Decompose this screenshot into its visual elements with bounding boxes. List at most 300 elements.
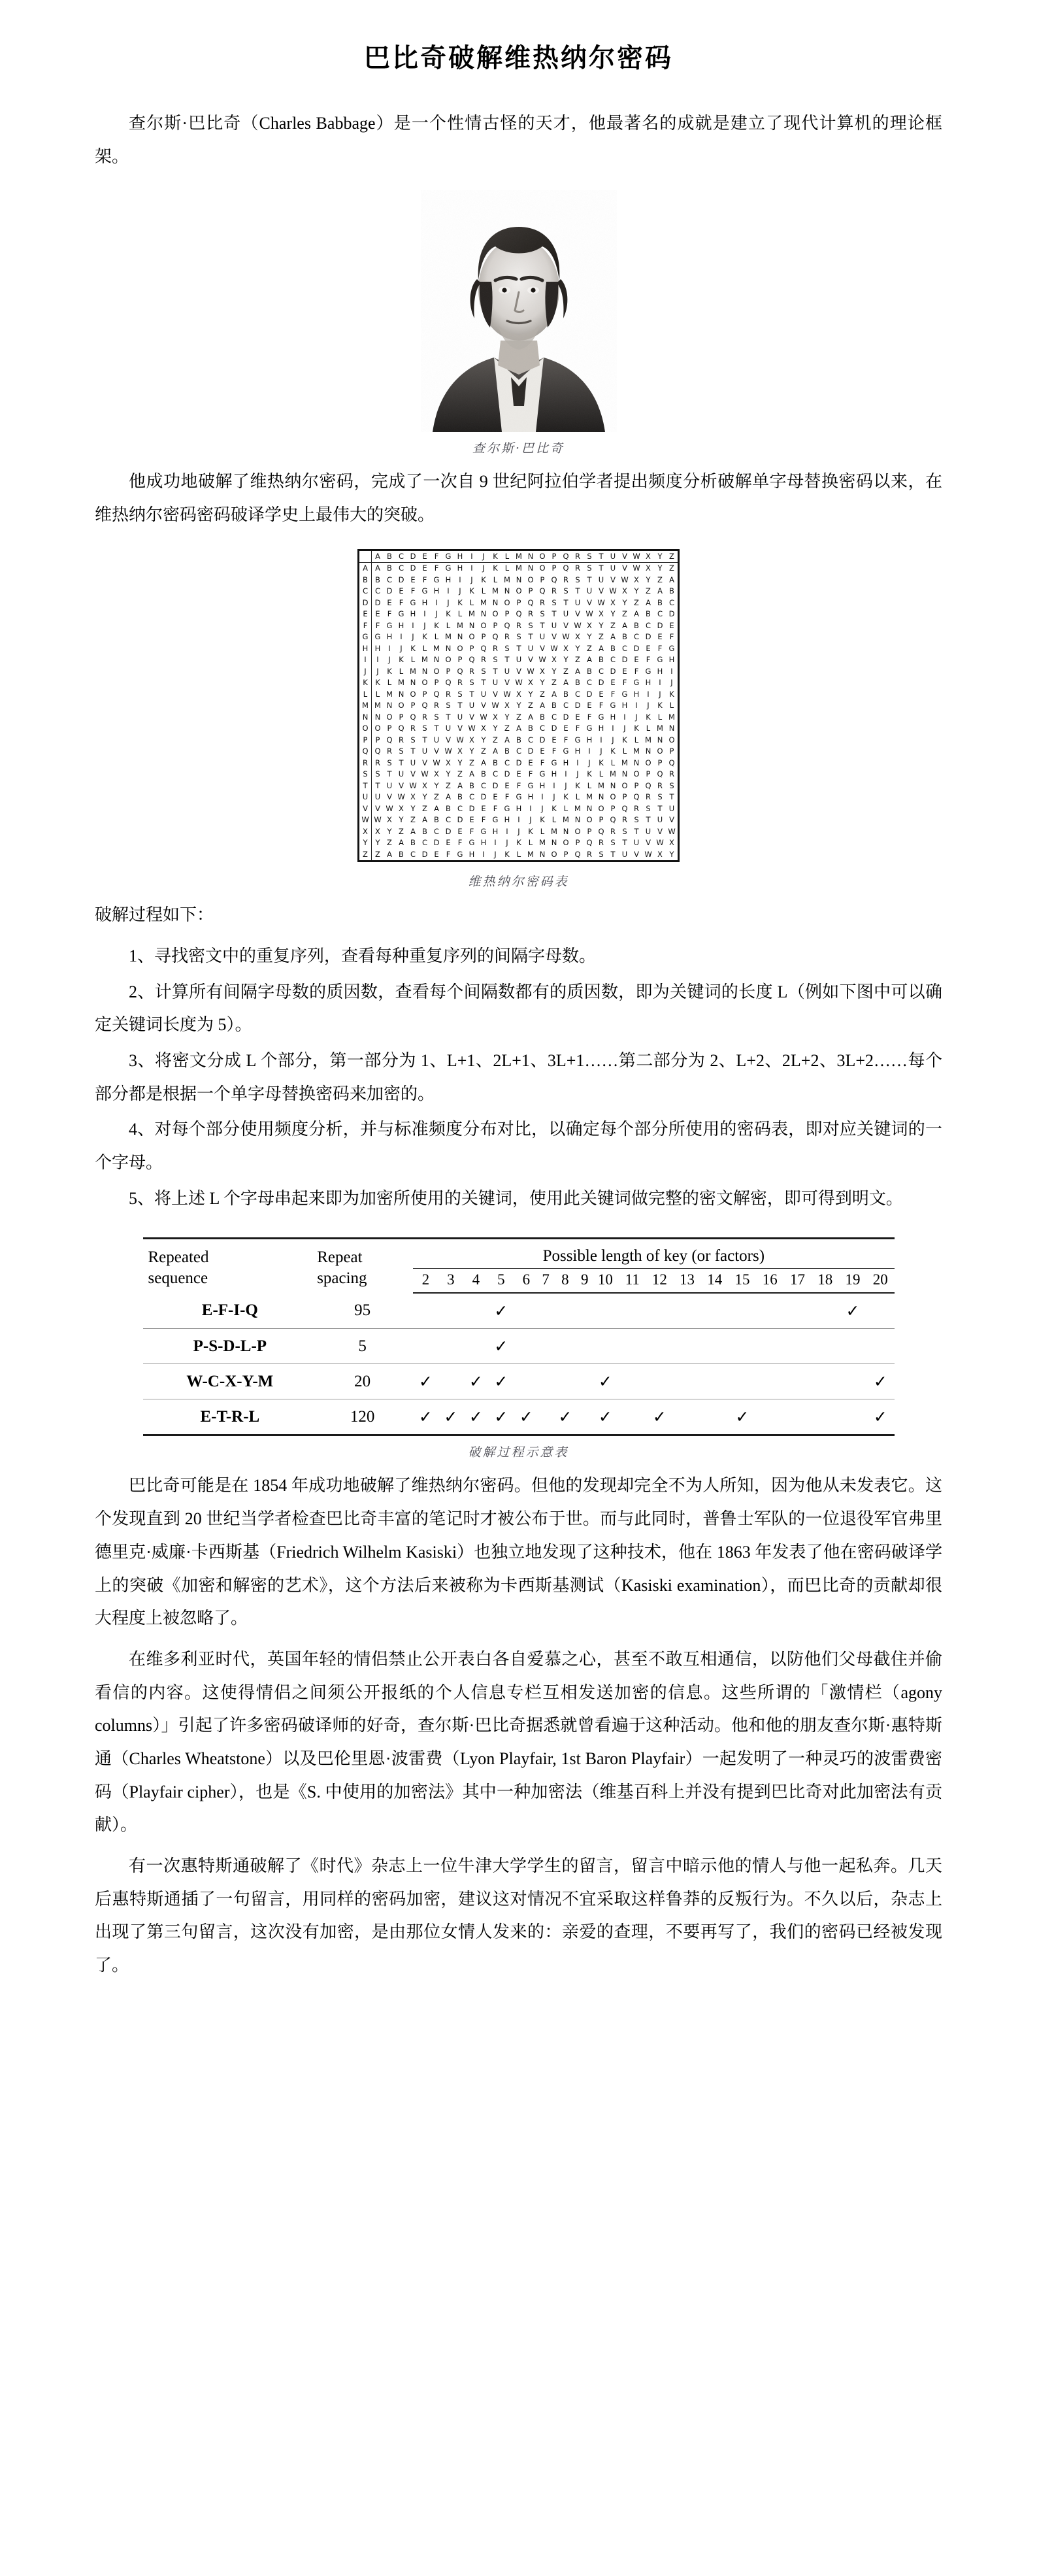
vigenere-row-header: D [359, 597, 372, 609]
kasiski-cell-check: ✓ [729, 1399, 756, 1435]
vigenere-cell: P [551, 563, 557, 573]
vigenere-cell: O [668, 735, 675, 744]
vigenere-cell: U [374, 792, 381, 802]
vigenere-cell: Y [587, 632, 592, 642]
portrait-caption: 查尔斯·巴比奇 [472, 441, 565, 456]
vigenere-cell: I [435, 597, 438, 607]
vigenere-cell: G [563, 746, 569, 756]
vigenere-cell: V [387, 792, 392, 802]
vigenere-cell: K [387, 666, 392, 676]
vigenere-cell: H [421, 597, 428, 607]
vigenere-cell: T [599, 563, 604, 573]
vigenere-cell: S [528, 620, 533, 630]
vigenere-cell: R [504, 632, 510, 642]
vigenere-row [359, 563, 678, 575]
vigenere-cell: O [574, 826, 581, 836]
kasiski-factor-header: 2 [413, 1269, 438, 1294]
vigenere-cell: W [456, 735, 464, 744]
vigenere-cell: D [374, 597, 381, 607]
vigenere-cell: J [376, 666, 379, 676]
kasiski-factor-header: 16 [756, 1269, 783, 1294]
vigenere-cell: O [386, 712, 393, 722]
vigenere-row [359, 712, 678, 724]
vigenere-row-header: X [359, 826, 372, 838]
vigenere-cell: F [399, 597, 404, 607]
vigenere-cell: Y [599, 620, 604, 630]
vigenere-cell: H [492, 826, 499, 836]
vigenere-cell: S [422, 724, 427, 733]
vigenere-col-header: B [384, 551, 395, 563]
vigenere-cell: L [375, 689, 380, 699]
vigenere-cell: C [386, 575, 393, 584]
vigenere-cell: X [563, 643, 568, 653]
vigenere-cell: N [445, 643, 452, 653]
vigenere-col-header: T [595, 551, 607, 563]
vigenere-row [359, 620, 678, 632]
vigenere-cell: A [410, 826, 416, 836]
vigenere-cell: P [493, 620, 498, 630]
vigenere-cell: A [375, 563, 380, 573]
vigenere-cell: E [422, 563, 427, 573]
vigenere-cell: D [516, 758, 522, 767]
vigenere-cell: C [563, 701, 569, 711]
vigenere-cell: I [506, 826, 508, 836]
vigenere-cell: K [375, 678, 380, 688]
vigenere-cell: L [493, 575, 498, 584]
vigenere-cell: K [434, 620, 439, 630]
vigenere-cell: M [563, 815, 569, 825]
vigenere-row-header: U [359, 792, 372, 803]
vigenere-cell: S [434, 712, 439, 722]
vigenere-cell: R [587, 849, 592, 859]
vigenere-cell: S [446, 701, 451, 711]
vigenere-cell: T [399, 758, 404, 767]
vigenere-cell: V [516, 666, 521, 676]
kasiski-factor-header: 8 [553, 1269, 578, 1294]
vigenere-cell: W [538, 655, 546, 665]
vigenere-cell: D [598, 678, 604, 688]
vigenere-cell: S [516, 632, 521, 642]
vigenere-cell: U [398, 769, 404, 779]
vigenere-cell: G [586, 724, 593, 733]
kasiski-cell-check [553, 1293, 578, 1329]
vigenere-cell: Y [422, 792, 427, 802]
vigenere-row-header: B [359, 575, 372, 586]
kasiski-factor-header: 6 [514, 1269, 538, 1294]
vigenere-cell: U [668, 803, 675, 813]
vigenere-cell: E [410, 575, 416, 584]
vigenere-cell: E [434, 849, 439, 859]
vigenere-cell: K [399, 655, 404, 665]
vigenere-cell: V [493, 689, 498, 699]
kasiski-cell-spacing: 95 [312, 1293, 413, 1329]
vigenere-cell: T [575, 586, 580, 596]
vigenere-cell: O [645, 758, 651, 767]
vigenere-cell: I [518, 815, 520, 825]
vigenere-cell: P [622, 792, 627, 802]
vigenere-col-header: D [407, 551, 419, 563]
vigenere-cell: T [375, 780, 380, 790]
vigenere-row-header: P [359, 735, 372, 746]
vigenere-cell: M [586, 792, 593, 802]
vigenere-cell: E [457, 826, 463, 836]
vigenere-cell: H [433, 586, 440, 596]
kasiski-header-spacing: Repeat spacing [317, 1248, 367, 1287]
vigenere-cell: N [563, 826, 569, 836]
vigenere-cell: D [668, 609, 675, 619]
vigenere-row-header: K [359, 677, 372, 689]
kasiski-cell-check [619, 1399, 646, 1435]
vigenere-row-header: S [359, 769, 372, 780]
vigenere-cell: N [551, 838, 557, 848]
vigenere-cell: E [504, 780, 510, 790]
vigenere-cell: Q [386, 735, 393, 744]
vigenere-cell: D [586, 689, 593, 699]
vigenere-cell: Z [540, 689, 545, 699]
vigenere-cell: N [398, 689, 404, 699]
vigenere-cell: M [598, 780, 604, 790]
kasiski-cell-check [783, 1364, 811, 1399]
vigenere-cell: A [387, 849, 392, 859]
vigenere-cell: B [669, 586, 674, 596]
kasiski-cell-sequence: P-S-D-L-P [143, 1329, 312, 1364]
vigenere-row [359, 837, 678, 849]
vigenere-cell: Z [422, 803, 427, 813]
vigenere-cell: N [645, 746, 651, 756]
vigenere-cell: E [540, 746, 545, 756]
vigenere-cell: G [445, 563, 452, 573]
kasiski-header-sequence: Repeated sequence [148, 1248, 209, 1287]
kasiski-cell-check [463, 1329, 488, 1364]
vigenere-cell: Y [410, 803, 416, 813]
vigenere-cell: L [669, 701, 674, 711]
vigenere-col-header: O [536, 551, 548, 563]
table-row [143, 1293, 895, 1329]
vigenere-cell: Z [551, 678, 557, 688]
vigenere-cell: U [480, 689, 487, 699]
vigenere-cell: R [493, 643, 498, 653]
kasiski-cell-check [646, 1329, 673, 1364]
vigenere-cell: K [469, 586, 474, 596]
vigenere-cell: M [657, 724, 663, 733]
vigenere-cell: K [481, 575, 486, 584]
vigenere-cell: O [621, 780, 628, 790]
kasiski-cell-spacing: 5 [312, 1329, 413, 1364]
vigenere-cell: L [634, 735, 639, 744]
vigenere-cell: H [657, 666, 663, 676]
vigenere-cell: I [482, 849, 485, 859]
kasiski-factor-header: 12 [646, 1269, 673, 1294]
vigenere-cell: R [446, 689, 451, 699]
vigenere-cell: W [503, 689, 511, 699]
kasiski-header-row-1 [143, 1239, 895, 1269]
vigenere-cell: G [645, 666, 651, 676]
vigenere-cell: Z [375, 849, 380, 859]
vigenere-cell: N [574, 815, 581, 825]
vigenere-cell: H [445, 575, 452, 584]
vigenere-cell: X [587, 620, 592, 630]
vigenere-cell: I [553, 780, 555, 790]
vigenere-cell: C [527, 735, 534, 744]
step-2: 2、计算所有间隔字母数的质因数，查看每个间隔数都有的质因数，即为关键词的长度 L（例如下图中可以确定关键词长度为 5）。 [95, 982, 942, 1035]
vigenere-cell: V [434, 746, 439, 756]
vigenere-cell: V [504, 678, 510, 688]
vigenere-cell: M [633, 746, 640, 756]
vigenere-col-header: M [513, 551, 525, 563]
vigenere-cell: O [598, 803, 604, 813]
vigenere-cell: O [374, 724, 381, 733]
vigenere-cell: L [575, 792, 580, 802]
vigenere-cell: Q [668, 758, 675, 767]
vigenere-col-header: C [395, 551, 407, 563]
kasiski-cell-check [673, 1364, 700, 1399]
vigenere-cell: R [469, 666, 474, 676]
vigenere-cell: O [633, 769, 640, 779]
kasiski-cell-check [539, 1329, 553, 1364]
kasiski-cell-check: ✓ [591, 1364, 619, 1399]
vigenere-cell: X [657, 849, 663, 859]
kasiski-cell-check [619, 1293, 646, 1329]
vigenere-cell: U [610, 563, 616, 573]
vigenere-cell: A [434, 803, 439, 813]
vigenere-cell: V [528, 655, 533, 665]
vigenere-row-header: Y [359, 837, 372, 849]
vigenere-cell: N [374, 712, 381, 722]
vigenere-cell: N [586, 803, 593, 813]
vigenere-cell: N [668, 724, 675, 733]
vigenere-cell: I [600, 735, 602, 744]
paragraph-times-story: 有一次惠特斯通破解了《时代》杂志上一位牛津大学学生的留言，留言中暗示他的情人与他一起私奔。几天后惠特斯通插了一句留言，用同样的密码加密，建议这对情况不宜采取这样鲁莽的反叛行为。不久以后，杂志上出现了第三句留言，这次没有加密，是由那位女情人发来的：亲爱的查理，不要再写了，我们的密码已经被发现了。 [95, 1856, 942, 1975]
kasiski-cell-check [783, 1293, 811, 1329]
vigenere-cell: O [551, 849, 557, 859]
vigenere-cell: F [387, 609, 392, 619]
kasiski-factor-header: 15 [729, 1269, 756, 1294]
vigenere-cell: K [540, 815, 545, 825]
vigenere-cell: B [610, 643, 616, 653]
vigenere-cell: C [610, 655, 616, 665]
vigenere-cell: L [399, 666, 404, 676]
vigenere-cell: H [668, 655, 675, 665]
vigenere-cell: H [598, 724, 604, 733]
kasiski-cell-check [578, 1329, 591, 1364]
vigenere-cell: E [587, 701, 592, 711]
vigenere-cell: I [647, 689, 650, 699]
kasiski-cell-check [591, 1293, 619, 1329]
vigenere-cell: S [375, 769, 380, 779]
page-title: 巴比奇破解维热纳尔密码 [364, 43, 673, 73]
vigenere-cell: A [481, 758, 486, 767]
vigenere-cell: Q [527, 597, 534, 607]
vigenere-cell: Y [387, 826, 392, 836]
vigenere-cell: G [492, 815, 499, 825]
vigenere-row [359, 826, 678, 838]
vigenere-cell: S [587, 563, 592, 573]
vigenere-cell: F [481, 815, 486, 825]
vigenere-cell: J [435, 609, 438, 619]
vigenere-cell: F [622, 678, 627, 688]
vigenere-cell: J [623, 724, 626, 733]
vigenere-cell: T [434, 724, 439, 733]
vigenere-cell: Y [504, 712, 510, 722]
vigenere-cell: W [527, 666, 535, 676]
vigenere-row-header: N [359, 712, 372, 724]
vigenere-cell: O [516, 586, 522, 596]
vigenere-cell: E [469, 815, 474, 825]
vigenere-cell: Q [433, 689, 440, 699]
vigenere-cell: C [551, 712, 557, 722]
vigenere-cell: M [433, 643, 440, 653]
vigenere-cell: Q [633, 792, 640, 802]
vigenere-cell: U [598, 575, 604, 584]
vigenere-cell: D [539, 735, 546, 744]
vigenere-cell: E [375, 609, 380, 619]
vigenere-cell: B [422, 826, 427, 836]
vigenere-cell: S [575, 575, 580, 584]
table-row [143, 1399, 895, 1435]
vigenere-cell: R [563, 575, 568, 584]
vigenere-cell: F [540, 758, 545, 767]
vigenere-cell: X [410, 792, 416, 802]
vigenere-cell: V [481, 701, 486, 711]
vigenere-cell: P [399, 712, 404, 722]
vigenere-cell: T [551, 609, 557, 619]
vigenere-cell: L [387, 678, 392, 688]
vigenere-cell: Y [469, 746, 474, 756]
kasiski-cell-check [756, 1364, 783, 1399]
vigenere-cell: F [551, 746, 557, 756]
vigenere-cell: P [434, 678, 439, 688]
kasiski-factor-header: 7 [539, 1269, 553, 1294]
vigenere-cell: D [386, 586, 393, 596]
kasiski-factor-header: 4 [463, 1269, 488, 1294]
kasiski-cell-check: ✓ [866, 1399, 894, 1435]
vigenere-cell: Q [410, 712, 416, 722]
tableau-caption: 维热纳尔密码表 [468, 875, 569, 890]
vigenere-cell: N [657, 735, 663, 744]
vigenere-row [359, 814, 678, 826]
vigenere-row [359, 677, 678, 689]
vigenere-cell: B [646, 609, 651, 619]
vigenere-cell: D [457, 815, 463, 825]
vigenere-cell: X [646, 563, 651, 573]
vigenere-cell: W [656, 838, 664, 848]
vigenere-cell: J [659, 689, 661, 699]
vigenere-cell: G [421, 586, 428, 596]
vigenere-cell: G [527, 780, 534, 790]
vigenere-cell: C [633, 632, 640, 642]
kasiski-cell-check [578, 1364, 591, 1399]
vigenere-cell: W [585, 609, 593, 619]
vigenere-cell: E [634, 655, 639, 665]
vigenere-cell: L [504, 563, 510, 573]
vigenere-cell: X [669, 838, 674, 848]
vigenere-cell: L [563, 803, 568, 813]
vigenere-cell: P [646, 769, 651, 779]
vigenere-cell: G [386, 620, 393, 630]
vigenere-cell: W [491, 701, 499, 711]
vigenere-cell: B [493, 758, 498, 767]
kasiski-cell-sequence: E-F-I-Q [143, 1293, 312, 1329]
vigenere-cell: V [657, 826, 663, 836]
vigenere-cell: D [410, 563, 416, 573]
vigenere-cell: T [669, 792, 674, 802]
vigenere-cell: J [518, 826, 520, 836]
vigenere-cell: Z [481, 746, 486, 756]
vigenere-cell: J [447, 597, 450, 607]
vigenere-cell: M [527, 849, 534, 859]
vigenere-cell: O [657, 746, 663, 756]
vigenere-cell: Z [399, 826, 404, 836]
kasiski-cell-check [514, 1364, 538, 1399]
vigenere-cell: X [528, 678, 533, 688]
vigenere-cell: X [622, 586, 627, 596]
vigenere-cell: K [587, 769, 592, 779]
vigenere-cell: X [504, 701, 510, 711]
kasiski-cell-check: ✓ [489, 1399, 514, 1435]
vigenere-cell: B [410, 838, 416, 848]
vigenere-cell: I [612, 724, 614, 733]
vigenere-cell: N [492, 597, 499, 607]
vigenere-cell: T [457, 701, 463, 711]
vigenere-cell: K [551, 803, 557, 813]
vigenere-cell: A [634, 609, 639, 619]
vigenere-tableau [357, 549, 680, 863]
kasiski-cell-check [619, 1329, 646, 1364]
kasiski-cell-check [539, 1364, 553, 1399]
vigenere-cell: W [668, 826, 676, 836]
vigenere-cell: M [539, 838, 546, 848]
vigenere-cell: R [540, 597, 545, 607]
vigenere-cell: F [434, 563, 439, 573]
vigenere-col-header: Z [666, 551, 678, 563]
vigenere-cell: F [375, 620, 380, 630]
vigenere-cell: A [422, 815, 427, 825]
vigenere-cell: M [374, 701, 381, 711]
vigenere-cell: G [621, 689, 628, 699]
vigenere-cell: G [398, 609, 404, 619]
vigenere-row-header: H [359, 643, 372, 655]
vigenere-cell: N [633, 758, 640, 767]
vigenere-cell: U [445, 724, 452, 733]
kasiski-factor-header: 20 [866, 1269, 894, 1294]
vigenere-cell: H [504, 815, 510, 825]
vigenere-cell: Y [575, 643, 580, 653]
vigenere-cell: K [599, 758, 604, 767]
vigenere-cell: W [621, 575, 629, 584]
kasiski-cell-check [619, 1364, 646, 1399]
vigenere-cell: X [634, 575, 639, 584]
kasiski-cell-check [839, 1364, 866, 1399]
vigenere-cell: H [480, 838, 487, 848]
vigenere-cell: S [481, 666, 486, 676]
vigenere-cell: T [493, 666, 498, 676]
vigenere-cell: M [469, 609, 475, 619]
vigenere-cell: Z [563, 666, 568, 676]
vigenere-cell: Z [646, 586, 651, 596]
vigenere-cell: Y [434, 780, 439, 790]
vigenere-cell: W [444, 746, 452, 756]
vigenere-cell: P [375, 735, 380, 744]
vigenere-cell: Q [469, 655, 475, 665]
vigenere-cell: A [587, 655, 592, 665]
vigenere-cell: M [492, 586, 499, 596]
vigenere-cell: H [574, 746, 581, 756]
vigenere-cell: D [421, 849, 428, 859]
vigenere-cell: D [563, 712, 569, 722]
kasiski-cell-check [463, 1293, 488, 1329]
vigenere-cell: C [421, 838, 428, 848]
vigenere-cell: J [506, 838, 508, 848]
